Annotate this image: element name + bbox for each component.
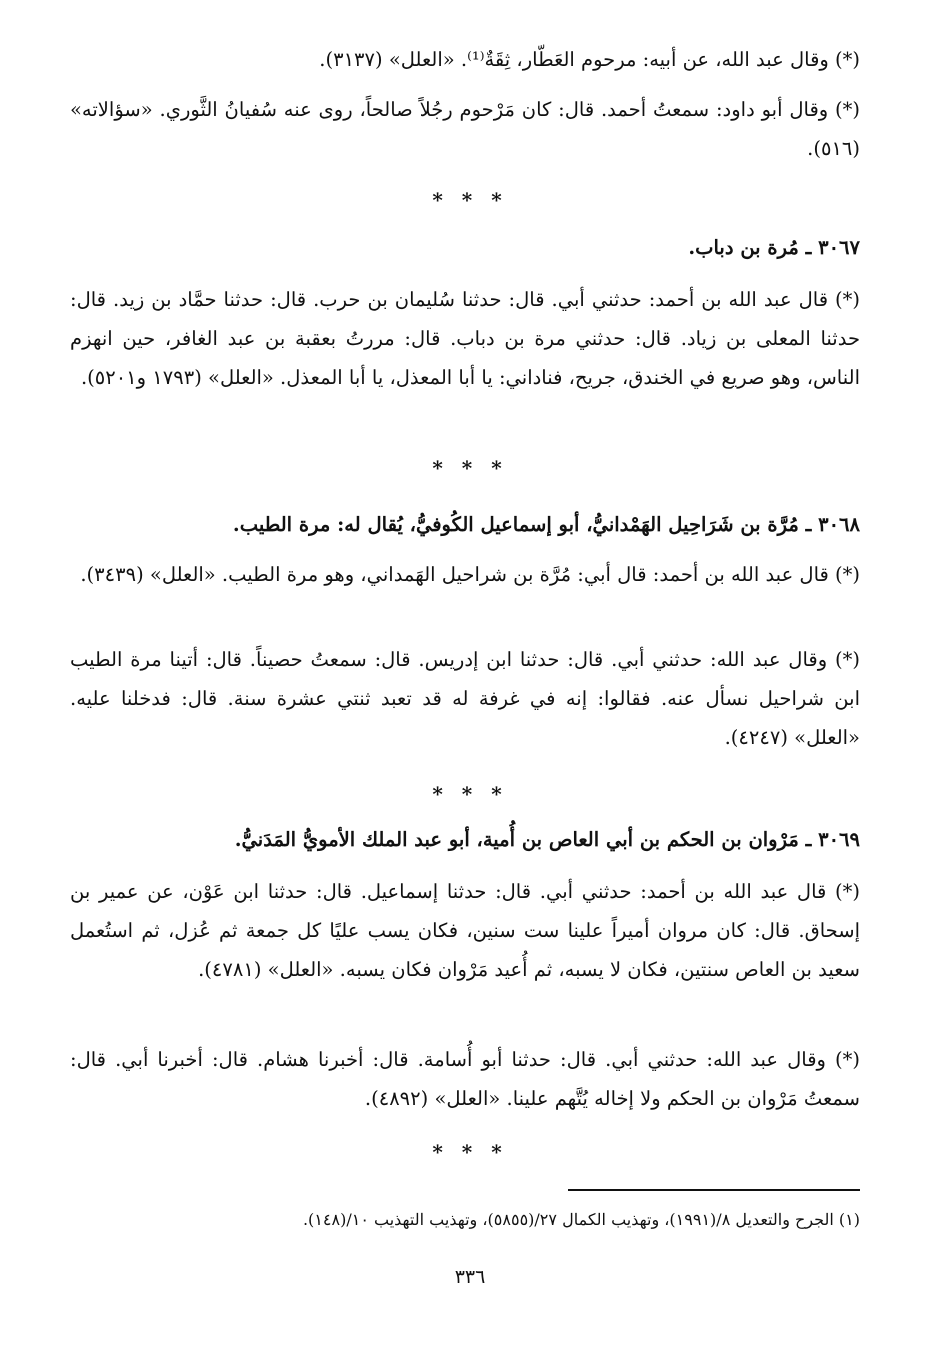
paragraph-narration: (*) وقال عبد الله: حدثني أبي. قال: حدثنا أبو أُسامة. قال: أخبرنا هشام. قال: أخبرنا أبي. قال: سمعتُ مَرْوان بن الحكم ولا إخاله يُتَّهم علينا. «العلل» (٤٨٩٢). [70,1048,860,1110]
paragraph-narration: (*) قال عبد الله بن أحمد: قال أبي: مُرَّة بن شراحيل الهَمداني، وهو مرة الطيب. «العلل» (٣٤٣٩). [80,563,860,586]
paragraph-narration: (*) وقال أبو داود: سمعتُ أحمد. قال: كان مَرْحوم رجُلاً صالحاً، روى عنه سُفيانُ الثَّوري. «سؤالاته» (٥١٦). [70,98,860,160]
entry-heading: ٣٠٦٨ ـ مُرَّة بن شَرَاحِيل الهَمْدانيُّ، أبو إسماعيل الكُوفيُّ، يُقال له: مرة الطيب. [232,513,860,536]
page-number: ٣٣٦ [454,1266,486,1288]
footnote: (١) الجرح والتعديل ٨/(١٩٩١)، وتهذيب الكمال ٢٧/(٥٨٥٥)، وتهذيب التهذيب ١٠/(١٤٨). [302,1210,860,1229]
entry-heading: ٣٠٦٩ ـ مَرْوان بن الحكم بن أبي العاص بن أُمية، أبو عبد الملك الأمويُّ المَدَنيُّ. [234,828,860,851]
paragraph-narration: (*) وقال عبد الله، عن أبيه: مرحوم العَطّار، ثِقَةٌ⁽¹⁾. «العلل» (٣١٣٧). [319,48,860,71]
section-separator: * * * [432,782,508,806]
entry-heading: ٣٠٦٧ ـ مُرة بن دباب. [688,236,860,259]
paragraph-narration: (*) وقال عبد الله: حدثني أبي. قال: حدثنا ابن إدريس. قال: سمعتُ حصيناً. قال: أتينا مرة الطيب ابن شراحيل نسأل عنه. فقالوا: إنه في غرفة له قد تعبد ثنتي عشرة سنة. قال: فدخلنا عليه. «العلل» (٤٢٤٧). [70,648,860,749]
paragraph-narration: (*) قال عبد الله بن أحمد: حدثني أبي. قال: حدثنا إسماعيل. قال: حدثنا ابن عَوْن، عن عمير بن إسحاق. قال: كان مروان أميراً علينا ست سنين، فكان يسب عليًا كل جمعة ثم عُزل، ثم استُعمل سعيد بن العاص سنتين، فكان لا يسبه، ثم أُعيد مَرْوان فكان يسبه. «العلل» (٤٧٨١). [70,880,860,981]
footnote-rule [568,1189,860,1191]
section-separator: * * * [432,456,508,480]
section-separator: * * * [432,188,508,212]
section-separator: * * * [432,1140,508,1164]
paragraph-narration: (*) قال عبد الله بن أحمد: حدثني أبي. قال: حدثنا سُليمان بن حرب. قال: حدثنا حمَّاد بن زيد. قال: حدثنا المعلى بن زياد. قال: حدثني مرة بن دباب. قال: مررتُ بعقبة بن عبد الغافر، حين انهزم الناس، وهو صريع في الخندق، جريح، فناداني: يا أبا المعذل، يا أبا المعذل. «العلل» (١٧٩٣ و٥٢٠١). [70,288,860,389]
